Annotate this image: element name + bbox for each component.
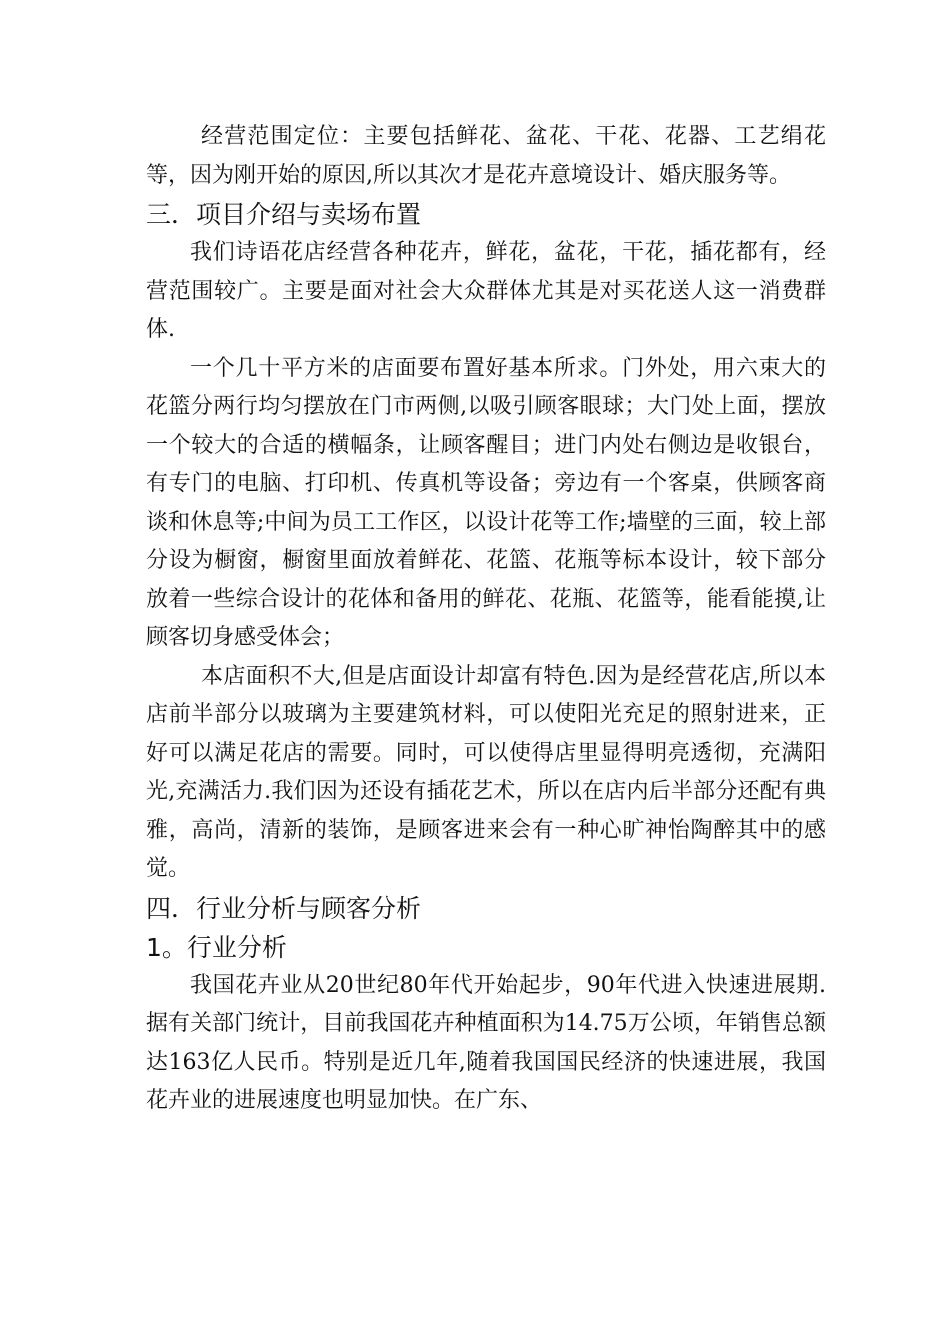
subsection-heading-industry: 1。行业分析 [146,932,287,962]
document-body [146,118,826,1121]
paragraph-business-scope: 经营范围定位：主要包括鲜花、盆花、干花、花器、工艺绢花等，因为刚开始的原因,所以其次才是花卉意境设计、婚庆服务等。 [146,124,826,188]
paragraph-store-design: 本店面积不大,但是店面设计却富有特色.因为是经营花店,所以本店前半部分以玻璃为主要建筑材料，可以使阳光充足的照射进来，正好可以满足花店的需要。同时，可以使得店里显得明亮透彻，充满阳光,充满活力.我们因为还设有插花艺术，所以在店内后半部分还配有典雅，高尚，清新的装饰，是顾客进来会有一种心旷神怡陶醉其中的感觉。 [146,663,826,881]
paragraph-project-intro: 我们诗语花店经营各种花卉，鲜花，盆花，干花，插花都有，经营范围较广。主要是面对社会大众群体尤其是对买花送人这一消费群体. [146,240,826,342]
section-heading-industry-customer: 四．行业分析与顾客分析 [146,893,422,923]
paragraph-store-layout: 一个几十平方米的店面要布置好基本所求。门外处，用六束大的花篮分两行均匀摆放在门市两侧,以吸引顾客眼球；大门处上面，摆放一个较大的合适的横幅条，让顾客醒目；进门内处右侧边是收银台，有专门的电脑、打印机、传真机等设备；旁边有一个客桌，供顾客商谈和休息等;中间为员工工作区，以设计花等工作;墙壁的三面，较上部分设为橱窗，橱窗里面放着鲜花、花篮、花瓶等标本设计，较下部分放着一些综合设计的花体和备用的鲜花、花瓶、花篮等，能看能摸,让顾客切身感受体会； [146,355,826,650]
paragraph-industry-analysis: 我国花卉业从20世纪80年代开始起步，90年代进入快速进展期.据有关部门统计，目前我国花卉种植面积为14.75万公顷，年销售总额达163亿人民币。特别是近几年,随着我国国民经济的快速进展，我国花卉业的进展速度也明显加快。在广东、 [146,972,826,1113]
section-heading-project-intro: 三．项目介绍与卖场布置 [146,200,422,229]
